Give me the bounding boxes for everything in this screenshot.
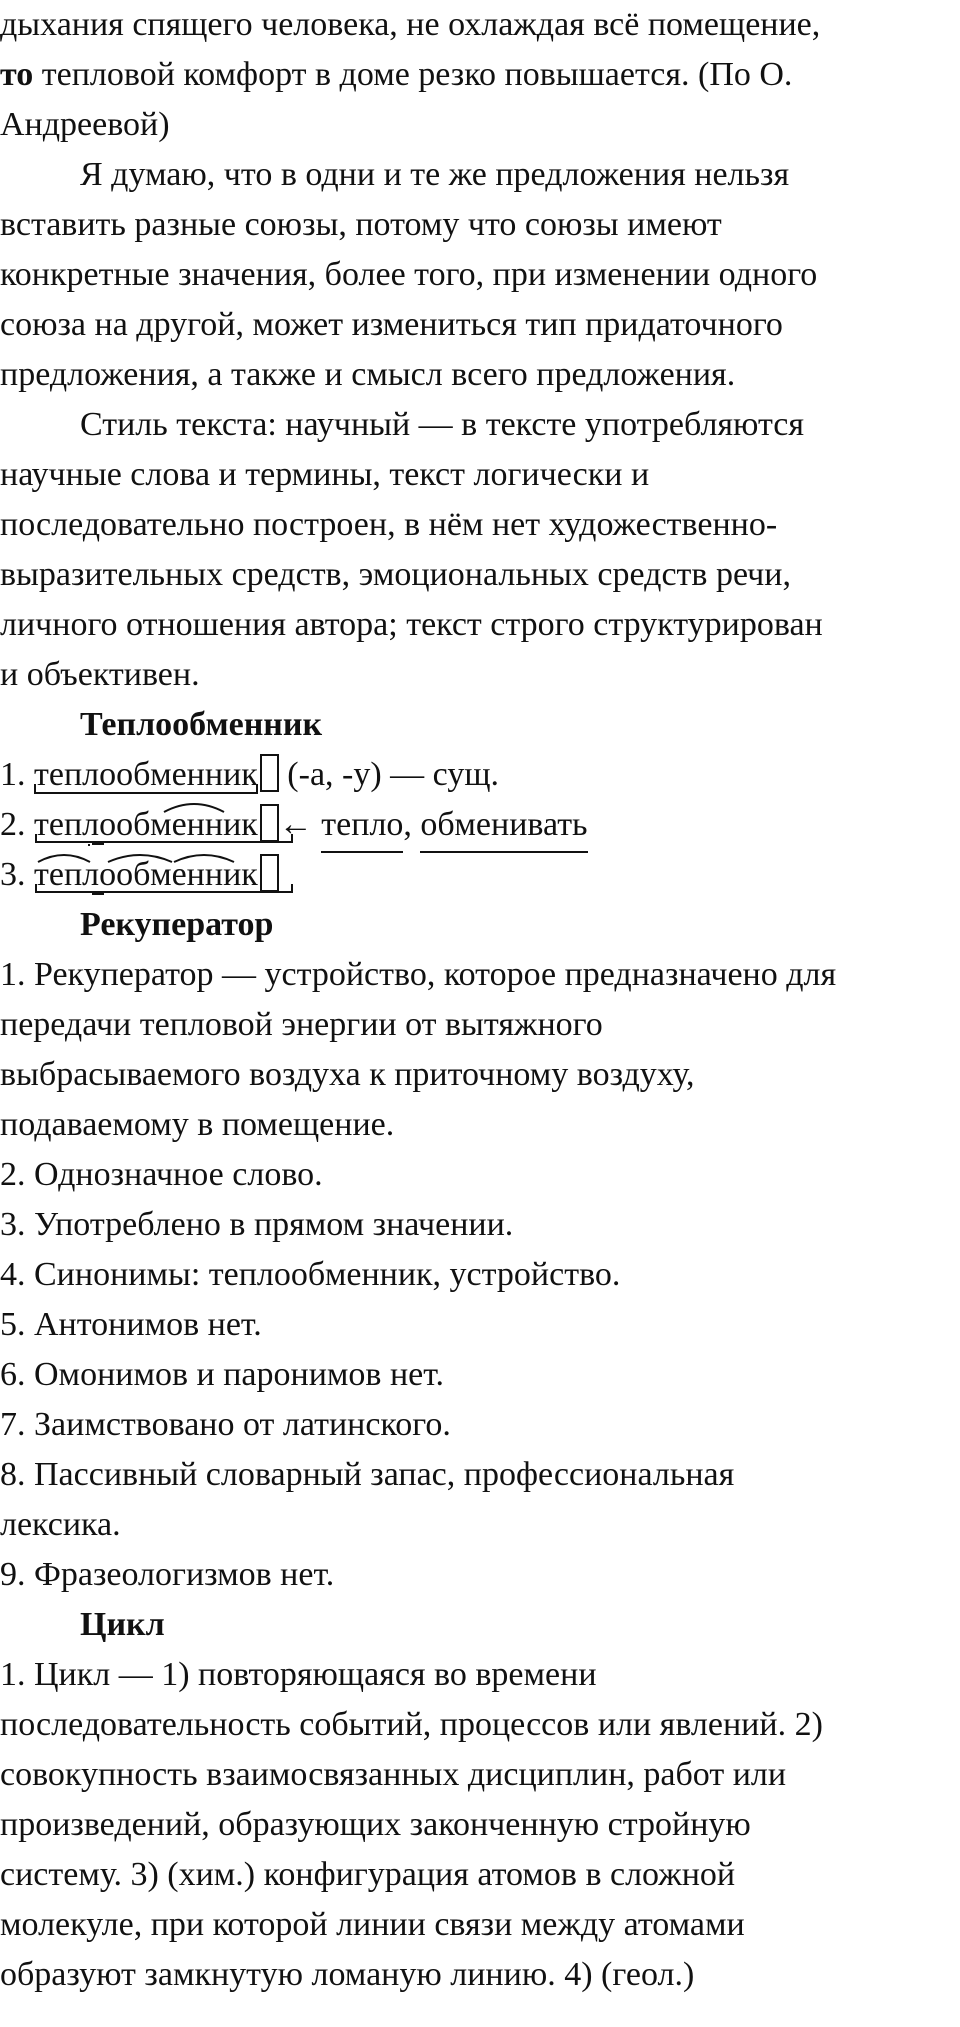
- arrow-symbol: ←: [278, 806, 322, 843]
- list-line: 2. Однозначное слово.: [0, 1156, 323, 1193]
- root-arc: [174, 855, 234, 862]
- list-line: 4. Синонимы: теплообменник, устройство.: [0, 1256, 621, 1293]
- section-heading: Рекуператор: [80, 906, 274, 943]
- text-line: вставить разные союзы, потому что союзы имеют: [0, 206, 722, 243]
- text-line: конкретные значения, более того, при изменении одного: [0, 256, 818, 293]
- text-line: предложения, а также и смысл всего предложения.: [0, 356, 736, 393]
- list-line: молекуле, при которой линии связи между атомами: [0, 1906, 745, 1943]
- text-line: и объективен.: [0, 656, 200, 693]
- morpheme-parse-line: [0, 800, 960, 850]
- paragraph-first-line: Стиль текста: научный — в тексте употребляются: [80, 406, 805, 443]
- morpheme-marks: [34, 850, 294, 900]
- text-span: (-а, -у) — сущ.: [278, 756, 499, 793]
- list-line: систему. 3) (хим.) конфигурация атомов в сложной: [0, 1856, 736, 1893]
- list-line: передачи тепловой энергии от вытяжного: [0, 1006, 603, 1043]
- list-line: 9. Фразеологизмов нет.: [0, 1556, 335, 1593]
- word-text: теплообменник: [34, 756, 258, 793]
- text-span: тепловой комфорт в доме резко повышается. (По О.: [33, 56, 793, 93]
- list-line: совокупность взаимосвязанных дисциплин, работ или: [0, 1756, 787, 1793]
- text-line: последовательно построен, в нём нет художественно-: [0, 506, 778, 543]
- paragraph-first-line: Я думаю, что в одни и те же предложения нельзя: [80, 156, 790, 193]
- section-heading: Теплообменник: [80, 706, 323, 743]
- list-line: 5. Антонимов нет.: [0, 1306, 262, 1343]
- stem-mark: [36, 834, 292, 842]
- section-heading: Цикл: [80, 1606, 165, 1643]
- text-line: Андреевой): [0, 106, 170, 143]
- text-line: личного отношения автора; текст строго структурирован: [0, 606, 823, 643]
- list-line: образуют замкнутую ломаную линию. 4) (геол.): [0, 1956, 695, 1993]
- parsed-word: [34, 750, 258, 800]
- text-line: дыхания спящего человека, не охлаждая всё помещение,: [0, 6, 821, 43]
- root-arc: [108, 855, 172, 862]
- list-line: выбрасываемого воздуха к приточному воздуху,: [0, 1056, 695, 1093]
- list-line: произведений, образующих законченную стройную: [0, 1806, 751, 1843]
- word-text: теплообменник: [34, 806, 258, 843]
- text-line: научные слова и термины, текст логически и: [0, 456, 650, 493]
- bold-word: то: [0, 56, 34, 93]
- separator: ,: [403, 806, 421, 843]
- list-line: 7. Заимствовано от латинского.: [0, 1406, 451, 1443]
- list-line: 3. Употреблено в прямом значении.: [0, 1206, 514, 1243]
- list-line: 1. Цикл — 1) повторяющаяся во времени: [0, 1656, 597, 1693]
- list-line: 1. Рекуператор — устройство, которое предназначено для: [0, 956, 837, 993]
- list-line: подаваемому в помещение.: [0, 1106, 395, 1143]
- morpheme-parse-line: [0, 850, 960, 900]
- word-text: теплообменник: [34, 856, 258, 893]
- root-arc: [164, 804, 224, 812]
- parsed-word: [34, 850, 258, 900]
- stem-mark: [36, 884, 292, 892]
- list-line: последовательность событий, процессов или явлений. 2): [0, 1706, 823, 1743]
- list-number: 1.: [0, 756, 34, 793]
- text-line: [0, 50, 960, 100]
- text-line: союза на другой, может измениться тип придаточного: [0, 306, 783, 343]
- list-line: лексика.: [0, 1506, 121, 1543]
- morpheme-marks: [34, 800, 294, 850]
- morpheme-parse-line: [0, 750, 960, 800]
- root-arc: [38, 855, 90, 862]
- related-word: тепло: [321, 800, 403, 853]
- parsed-word: [34, 800, 258, 850]
- list-number: 2.: [0, 806, 34, 843]
- null-ending-box: [260, 754, 279, 792]
- list-line: 8. Пассивный словарный запас, профессиональная: [0, 1456, 735, 1493]
- text-line: выразительных средств, эмоциональных средств речи,: [0, 556, 791, 593]
- list-number: 3.: [0, 856, 34, 893]
- related-word: обменивать: [420, 800, 587, 853]
- list-line: 6. Омонимов и паронимов нет.: [0, 1356, 445, 1393]
- stem-mark: [34, 784, 258, 794]
